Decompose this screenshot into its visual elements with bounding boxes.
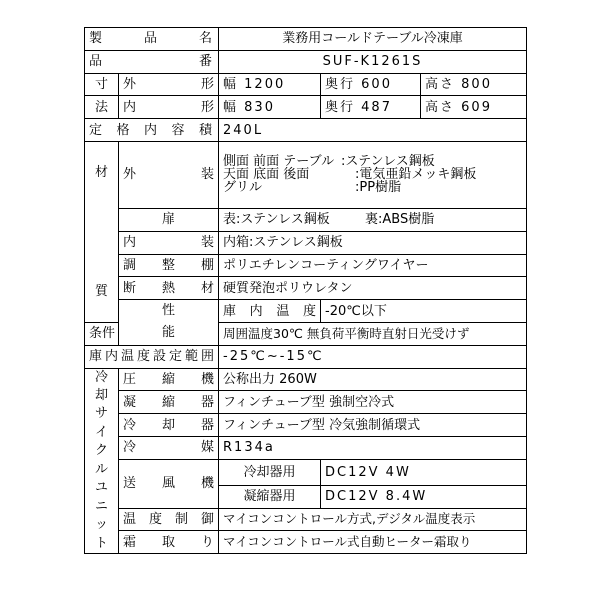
cooling-condenser-label: 凝縮器 [119, 391, 219, 414]
material-group-label-top: 材 [94, 164, 108, 180]
fan-evap-label: 冷却器用 [219, 459, 321, 485]
row-temp-range [85, 345, 527, 368]
cooling-control-label: 温度制御 [119, 508, 219, 531]
model-value: SUF-K1261S [219, 50, 527, 73]
row-cooling-fan-evap [85, 459, 527, 485]
capacity-label: 定格内容積 [85, 119, 219, 142]
material-shelf-label: 調整棚 [119, 254, 219, 277]
row-material-interior [85, 231, 527, 254]
fan-cond-label: 凝縮器用 [219, 485, 321, 508]
dimensions-group-label-top: 寸 [85, 73, 119, 96]
cooling-fan-label: 送風機 [119, 459, 219, 508]
cooling-compressor-value: 公称出力 260W [219, 368, 527, 391]
dimension-outer-width: 幅 1200 [219, 73, 321, 96]
cooling-defrost-value: マイコンコントロール式自動ヒーター霜取り [219, 531, 527, 554]
product-name-label: 製品名 [85, 28, 219, 51]
temp-range-value: -25℃~-15℃ [219, 345, 527, 368]
row-dimension-inner [85, 96, 527, 119]
material-insulation-label: 断熱材 [119, 277, 219, 300]
row-cooling-compressor [85, 368, 527, 391]
dimension-inner-height: 高さ 609 [421, 96, 527, 119]
exterior-line3-material: :PP樹脂 [355, 180, 402, 196]
cooling-refrigerant-value: R134a [219, 436, 527, 459]
row-cooling-refrigerant [85, 436, 527, 459]
dimension-inner-label: 内形 [119, 96, 219, 119]
dimension-outer-depth: 奥行 600 [321, 73, 421, 96]
dimension-outer-height: 高さ 800 [421, 73, 527, 96]
row-material-shelf [85, 254, 527, 277]
performance-group-text: 性能 [161, 303, 175, 341]
dimensions-group-label-bottom: 法 [85, 96, 119, 119]
performance-temp-label: 庫内温度 [219, 300, 321, 323]
material-door-value [219, 208, 527, 231]
cooling-evaporator-value: フィンチューブ型 冷気強制循環式 [219, 414, 527, 437]
dimension-inner-depth: 奥行 487 [321, 96, 421, 119]
row-performance-temp [85, 300, 527, 323]
material-door-label: 扉 [119, 208, 219, 231]
product-name-value: 業務用コールドテーブル冷凍庫 [219, 28, 527, 51]
exterior-line3-parts: グリル [223, 180, 263, 196]
row-product-name [85, 28, 527, 51]
material-group-label-bottom: 質 [94, 283, 108, 299]
row-model [85, 50, 527, 73]
exterior-line1-parts: 側面 前面 テーブル [223, 154, 335, 170]
cooling-defrost-label: 霜取り [119, 531, 219, 554]
performance-condition-label: 条件 [85, 322, 119, 345]
fan-cond-value: DC12V 8.4W [321, 485, 527, 508]
material-interior-value: 内箱:ステンレス鋼板 [219, 231, 527, 254]
cooling-control-value: マイコンコントロール方式,デジタル温度表示 [219, 508, 527, 531]
cooling-group-text: 冷却サイクルユニット [94, 369, 108, 551]
door-front: 表:ステンレス鋼板 [223, 212, 330, 228]
exterior-line1-material: :ステンレス鋼板 [341, 154, 435, 170]
capacity-value: 240L [219, 119, 527, 142]
material-insulation-value: 硬質発泡ポリウレタン [219, 277, 527, 300]
fan-evap-value: DC12V 4W [321, 459, 527, 485]
cooling-compressor-label: 圧縮機 [119, 368, 219, 391]
spec-table [84, 27, 527, 554]
dimension-inner-width: 幅 830 [219, 96, 321, 119]
cooling-refrigerant-label: 冷媒 [119, 436, 219, 459]
row-material-door [85, 208, 527, 231]
dimension-outer-label: 外形 [119, 73, 219, 96]
row-cooling-control [85, 508, 527, 531]
material-exterior-label: 外装 [119, 141, 219, 208]
exterior-line2-parts: 天面 底面 後面 [223, 167, 310, 183]
material-group-label [85, 141, 119, 322]
row-cooling-condenser [85, 391, 527, 414]
door-back: 裏:ABS樹脂 [365, 212, 435, 228]
exterior-line2-material: :電気亜鉛メッキ鋼板 [355, 167, 477, 183]
cooling-group-label [85, 368, 119, 554]
performance-condition-value: 周囲温度30℃ 無負荷平衡時直射日光受けず [219, 322, 527, 345]
cooling-evaporator-label: 冷却器 [119, 414, 219, 437]
cooling-condenser-value: フィンチューブ型 強制空冷式 [219, 391, 527, 414]
row-material-exterior [85, 141, 527, 208]
temp-range-label: 庫内温度設定範囲 [85, 345, 219, 368]
material-shelf-value: ポリエチレンコーティングワイヤー [219, 254, 527, 277]
row-cooling-evaporator [85, 414, 527, 437]
row-capacity [85, 119, 527, 142]
model-label: 品番 [85, 50, 219, 73]
row-cooling-defrost [85, 531, 527, 554]
material-exterior-value [219, 141, 527, 208]
performance-temp-value: -20℃以下 [321, 300, 527, 323]
performance-group-label [119, 300, 219, 346]
row-material-insulation [85, 277, 527, 300]
row-dimension-outer [85, 73, 527, 96]
material-interior-label: 内装 [119, 231, 219, 254]
